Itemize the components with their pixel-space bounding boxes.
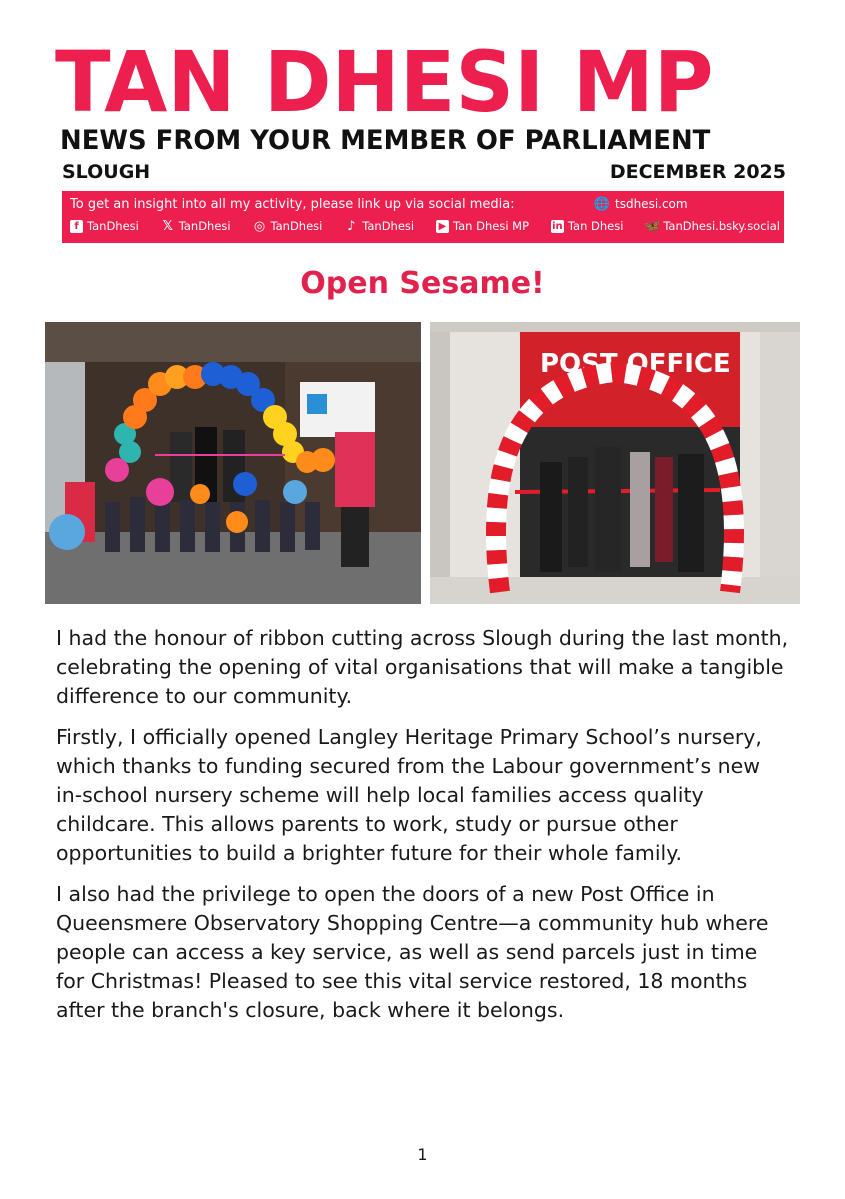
- social-link-linkedin[interactable]: [551, 219, 624, 233]
- nursery-opening-photo: [45, 322, 421, 604]
- x-icon: 𝕏: [162, 218, 173, 234]
- social-link-facebook[interactable]: [70, 219, 139, 233]
- linkedin-icon: in: [552, 220, 563, 232]
- social-link-youtube[interactable]: [436, 219, 529, 233]
- newsletter-subtitle: NEWS FROM YOUR MEMBER OF PARLIAMENT: [60, 125, 711, 156]
- social-label: TanDhesi: [87, 219, 139, 233]
- social-label: TanDhesi.bsky.social: [663, 219, 780, 233]
- social-label: TanDhesi: [270, 219, 323, 233]
- bluesky-icon: 🦋: [644, 218, 661, 234]
- issue-date: DECEMBER 2025: [609, 161, 786, 183]
- article-paragraph: I had the honour of ribbon cutting across Slough during the last month, celebrating the opening of vital organisations that will make a tangible difference to our community.: [56, 626, 789, 708]
- article-headline: Open Sesame!: [300, 266, 545, 301]
- article-paragraph: Firstly, I officially opened Langley Heritage Primary School’s nursery, which thanks to funding secured from the Labour government’s new in-school nursery scheme will help local families access quality childcare. This allows parents to work, study or pursue other opportunities to build a brighter future for their whole family.: [56, 725, 762, 865]
- constituency-label: SLOUGH: [62, 161, 151, 183]
- article-paragraph: I also had the privilege to open the doors of a new Post Office in Queensmere Observatory Shopping Centre—a community hub where people can access a key service, as well as send parcels just in time for Christmas! Pleased to see this vital service restored, 18 months after the branch's closure, back where it belongs.: [56, 882, 769, 1022]
- social-link-x[interactable]: [161, 219, 231, 233]
- social-links-row: [70, 219, 780, 233]
- instagram-icon: ◎: [253, 218, 266, 234]
- social-media-bar: [62, 191, 784, 243]
- youtube-icon: ▶: [436, 220, 449, 233]
- social-link-tiktok[interactable]: [344, 219, 414, 233]
- post-office-sign: POST OFFICE: [540, 349, 731, 379]
- article-body: [56, 624, 790, 1037]
- social-label: Tan Dhesi MP: [453, 219, 530, 233]
- website-link[interactable]: [595, 197, 688, 211]
- post-office-opening-photo: [430, 322, 800, 604]
- social-intro: To get an insight into all my activity, please link up via social media:: [70, 197, 515, 212]
- tiktok-icon: ♪: [347, 218, 356, 234]
- masthead-title: TAN DHESI MP: [55, 33, 714, 131]
- website-label: tsdhesi.com: [615, 197, 688, 211]
- social-label: TanDhesi: [178, 219, 231, 233]
- facebook-icon: f: [70, 220, 83, 233]
- social-label: TanDhesi: [362, 219, 415, 233]
- page-number: 1: [417, 1145, 428, 1164]
- social-link-bluesky[interactable]: [645, 219, 780, 233]
- location-date-row: [62, 161, 786, 187]
- globe-icon: 🌐: [593, 196, 611, 212]
- social-label: Tan Dhesi: [567, 219, 624, 233]
- social-link-instagram[interactable]: [253, 219, 323, 233]
